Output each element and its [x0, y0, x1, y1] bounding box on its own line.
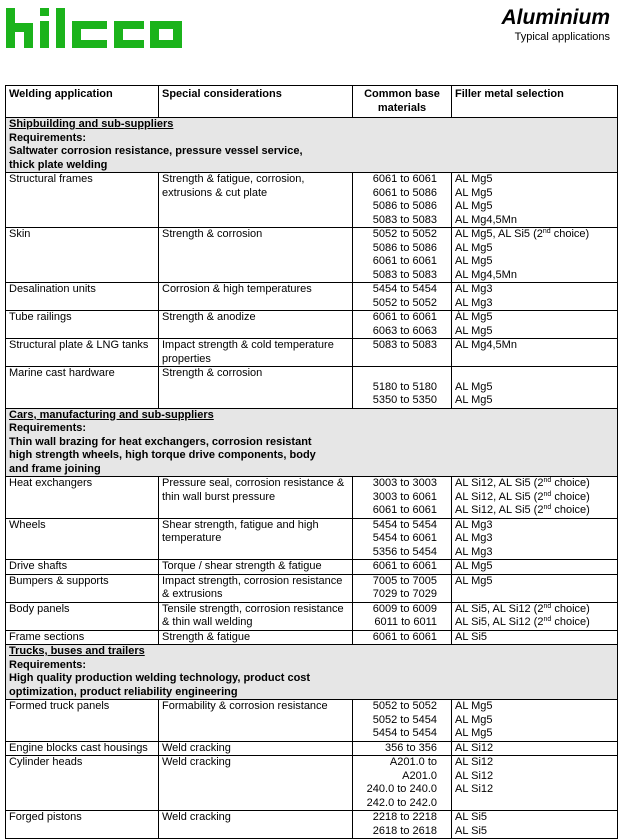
- cell-base-materials: [353, 339, 452, 367]
- col-header-considerations: Special considerations: [159, 86, 353, 118]
- cell-application: Heat exchangers: [6, 477, 159, 519]
- filler-metal-line: AL Mg3: [455, 296, 493, 309]
- table-row: [6, 811, 618, 839]
- cell-considerations: Torque / shear strength & fatigue: [159, 560, 353, 575]
- base-material-line: 5086 to 5086: [372, 241, 437, 254]
- cell-base-materials: [353, 756, 452, 811]
- cell-application: Body panels: [6, 602, 159, 630]
- page-title: Aluminium: [501, 6, 610, 29]
- base-material-line: 5083 to 5083: [372, 268, 437, 281]
- base-material-line: 6009 to 6009: [372, 602, 437, 615]
- base-material-line: 6061 to 6061: [372, 560, 437, 572]
- filler-metal-line: AL Mg5: [455, 186, 493, 199]
- cell-considerations: Shear strength, fatigue and high temperature: [159, 518, 353, 560]
- filler-metal-line: AL Mg4,5Mn: [455, 213, 517, 226]
- col-header-base-materials: Common base materials: [353, 86, 452, 118]
- base-material-line: 6011 to 6011: [374, 616, 437, 628]
- base-material-line: 6061 to 6061: [372, 173, 437, 185]
- base-material-line: 5052 to 5052: [372, 296, 437, 309]
- filler-metal-line: AL Si5: [455, 630, 488, 643]
- base-material-line: 242.0 to 242.0: [366, 796, 437, 809]
- base-material-line: 7005 to 7005: [372, 574, 437, 587]
- table-row: [6, 574, 618, 602]
- cell-base-materials: [353, 574, 452, 602]
- base-material-line: 5356 to 5454: [372, 545, 437, 558]
- section-cell: [6, 408, 618, 477]
- cell-base-materials: [353, 741, 452, 756]
- table-row: [6, 756, 618, 811]
- filler-metal-line: AL Si12: [455, 756, 494, 768]
- filler-metal-line: AL Mg5: [455, 560, 493, 572]
- base-material-line: 5086 to 5086: [372, 200, 437, 212]
- filler-metal-line: AL Si5, AL Si12 (2nd choice): [455, 616, 590, 628]
- cell-application: Structural plate & LNG tanks: [6, 339, 159, 367]
- table-row: [6, 311, 618, 339]
- cell-application: Forged pistons: [6, 811, 159, 839]
- cell-base-materials: [353, 228, 452, 283]
- base-material-line: 5083 to 5083: [372, 213, 437, 226]
- section-requirements-line: and frame joining: [9, 462, 101, 475]
- filler-metal-line: [455, 367, 614, 381]
- cell-base-materials: [353, 367, 452, 409]
- page-subtitle: Typical applications: [514, 31, 610, 43]
- section-requirements-line: high strength wheels, high torque drive components, body: [9, 449, 316, 461]
- cell-considerations: Weld cracking: [159, 811, 353, 839]
- cell-considerations: Pressure seal, corrosion resistance & thin wall burst pressure: [159, 477, 353, 519]
- cell-considerations: Weld cracking: [159, 756, 353, 811]
- section-requirements-line: Saltwater corrosion resistance, pressure vessel service,: [9, 145, 303, 157]
- cell-filler-metal: [452, 700, 618, 742]
- table-row: [6, 700, 618, 742]
- filler-metal-line: AL Mg3: [455, 545, 493, 558]
- cell-filler-metal: [452, 574, 618, 602]
- hilco-logo: [6, 8, 182, 48]
- filler-metal-line: AL Si12, AL Si5 (2nd choice): [455, 477, 590, 489]
- table-row: [6, 630, 618, 645]
- filler-metal-line: AL Mg5: [455, 241, 493, 254]
- base-material-line: 6061 to 6061: [372, 504, 437, 516]
- section-requirements-line: optimization, product reliability engineering: [9, 685, 238, 698]
- base-material-line: 7029 to 7029: [372, 588, 437, 600]
- table-row: [6, 173, 618, 228]
- base-material-line: 3003 to 6061: [372, 490, 437, 503]
- base-material-line: A201.0 to A201.0: [389, 756, 437, 782]
- cell-filler-metal: [452, 283, 618, 311]
- filler-metal-line: AL Mg5: [455, 324, 493, 337]
- section-requirements-line: Requirements:: [9, 422, 87, 434]
- filler-metal-line: AL Mg5: [455, 394, 493, 406]
- cell-filler-metal: [452, 811, 618, 839]
- table-row: [6, 560, 618, 575]
- filler-metal-line: AL Si5: [455, 811, 488, 823]
- cell-application: Marine cast hardware: [6, 367, 159, 409]
- table-row: [6, 518, 618, 560]
- section-header-row: [6, 645, 618, 700]
- filler-metal-line: AL Mg5: [455, 173, 493, 185]
- base-material-line: [356, 367, 437, 381]
- filler-metal-line: AL Mg5, AL Si5 (2nd choice): [455, 228, 590, 240]
- base-material-line: 6061 to 6061: [372, 630, 437, 643]
- cell-application: Formed truck panels: [6, 700, 159, 742]
- cell-application: Frame sections: [6, 630, 159, 645]
- base-material-line: 5454 to 5454: [372, 518, 437, 531]
- section-title: Cars, manufacturing and sub-suppliers: [9, 408, 214, 421]
- cell-filler-metal: [452, 630, 618, 645]
- cell-base-materials: [353, 311, 452, 339]
- filler-metal-line: AL Si5, AL Si12 (2nd choice): [455, 602, 590, 615]
- base-material-line: 6061 to 6061: [372, 255, 437, 267]
- filler-metal-line: AL Mg5: [455, 200, 493, 212]
- cell-filler-metal: [452, 311, 618, 339]
- cell-application: Bumpers & supports: [6, 574, 159, 602]
- cell-considerations: Impact strength & cold temperature properties: [159, 339, 353, 367]
- cell-application: Skin: [6, 228, 159, 283]
- cell-considerations: Strength & corrosion: [159, 367, 353, 409]
- filler-metal-line: AL Si12: [455, 741, 494, 754]
- base-material-line: 240.0 to 240.0: [366, 783, 437, 795]
- cell-application: Wheels: [6, 518, 159, 560]
- filler-metal-line: AL Mg5: [455, 255, 493, 267]
- col-header-filler-metal: Filler metal selection: [452, 86, 618, 118]
- filler-metal-line: AL Mg3: [455, 518, 493, 531]
- base-material-line: 5454 to 5454: [372, 727, 437, 739]
- cell-considerations: Strength & corrosion: [159, 228, 353, 283]
- base-material-line: 5052 to 5052: [372, 228, 437, 240]
- cell-base-materials: [353, 283, 452, 311]
- section-requirements-line: High quality production welding technology, product cost: [9, 672, 311, 684]
- section-requirements-line: thick plate welding: [9, 158, 108, 171]
- section-requirements-line: Requirements:: [9, 131, 87, 144]
- cell-filler-metal: [452, 560, 618, 575]
- cell-application: Engine blocks cast housings: [6, 741, 159, 756]
- filler-metal-line: AL Mg4,5Mn: [455, 268, 517, 281]
- table-row: [6, 283, 618, 311]
- filler-metal-line: AL Mg3: [455, 283, 493, 295]
- filler-metal-line: AL Mg5: [455, 380, 493, 393]
- cell-considerations: Strength & anodize: [159, 311, 353, 339]
- base-material-line: 5454 to 5454: [372, 283, 437, 295]
- cell-base-materials: [353, 700, 452, 742]
- filler-metal-line: AL Mg5: [455, 727, 493, 739]
- filler-metal-line: AL Mg5: [455, 713, 493, 726]
- cell-considerations: Corrosion & high temperatures: [159, 283, 353, 311]
- filler-metal-line: ÁL Mg5: [455, 311, 493, 323]
- base-material-line: 3003 to 3003: [372, 477, 437, 489]
- filler-metal-line: AL Mg3: [455, 532, 493, 544]
- table-row: [6, 228, 618, 283]
- table-row: [6, 367, 618, 409]
- cell-considerations: Weld cracking: [159, 741, 353, 756]
- base-material-line: 5083 to 5083: [372, 339, 437, 351]
- cell-base-materials: [353, 518, 452, 560]
- cell-considerations: Tensile strength, corrosion resistance & thin wall welding: [159, 602, 353, 630]
- base-material-line: 6061 to 6061: [372, 311, 437, 323]
- section-title: Trucks, buses and trailers: [9, 645, 145, 657]
- table-row: [6, 477, 618, 519]
- cell-filler-metal: [452, 477, 618, 519]
- cell-filler-metal: [452, 228, 618, 283]
- cell-considerations: Formability & corrosion resistance: [159, 700, 353, 742]
- filler-metal-line: AL Mg4,5Mn: [455, 339, 517, 351]
- base-material-line: 5454 to 6061: [372, 532, 437, 544]
- filler-metal-line: AL Si12, AL Si5 (2nd choice): [455, 490, 590, 503]
- cell-base-materials: [353, 602, 452, 630]
- base-material-line: 2618 to 2618: [372, 824, 437, 837]
- filler-metal-line: [455, 588, 614, 602]
- cell-application: Drive shafts: [6, 560, 159, 575]
- table-row: [6, 741, 618, 756]
- cell-filler-metal: [452, 339, 618, 367]
- base-material-line: 356 to 356: [385, 741, 437, 754]
- section-header-row: [6, 118, 618, 173]
- cell-filler-metal: [452, 756, 618, 811]
- cell-considerations: Strength & fatigue: [159, 630, 353, 645]
- cell-base-materials: [353, 560, 452, 575]
- filler-metal-line: AL Si5: [455, 824, 488, 837]
- base-material-line: 6063 to 6063: [372, 324, 437, 337]
- filler-metal-line: AL Si12: [455, 769, 494, 782]
- cell-application: Tube railings: [6, 311, 159, 339]
- cell-base-materials: [353, 173, 452, 228]
- applications-table: [5, 85, 618, 839]
- cell-filler-metal: [452, 173, 618, 228]
- cell-considerations: Strength & fatigue, corrosion, extrusions & cut plate: [159, 173, 353, 228]
- cell-base-materials: [353, 477, 452, 519]
- section-header-row: [6, 408, 618, 477]
- table-body: [6, 118, 618, 839]
- cell-application: Desalination units: [6, 283, 159, 311]
- cell-base-materials: [353, 811, 452, 839]
- cell-filler-metal: [452, 518, 618, 560]
- cell-application: Cylinder heads: [6, 756, 159, 811]
- base-material-line: 6061 to 5086: [372, 186, 437, 199]
- table-row: [6, 602, 618, 630]
- section-requirements-line: Thin wall brazing for heat exchangers, corrosion resistant: [9, 435, 312, 448]
- section-cell: [6, 118, 618, 173]
- col-header-application: Welding application: [6, 86, 159, 118]
- section-title: Shipbuilding and sub-suppliers: [9, 118, 174, 130]
- base-material-line: 5180 to 5180: [372, 380, 437, 393]
- base-material-line: 5350 to 5350: [372, 394, 437, 406]
- filler-metal-line: AL Mg5: [455, 700, 493, 712]
- cell-filler-metal: [452, 741, 618, 756]
- base-material-line: 5052 to 5454: [372, 713, 437, 726]
- cell-considerations: Impact strength, corrosion resistance & extrusions: [159, 574, 353, 602]
- base-material-line: 5052 to 5052: [372, 700, 437, 712]
- cell-base-materials: [353, 630, 452, 645]
- base-material-line: 2218 to 2218: [372, 811, 437, 823]
- table-header-row: [6, 86, 618, 118]
- filler-metal-line: AL Mg5: [455, 574, 493, 587]
- filler-metal-line: AL Si12, AL Si5 (2nd choice): [455, 504, 590, 516]
- cell-application: Structural frames: [6, 173, 159, 228]
- section-cell: [6, 645, 618, 700]
- cell-filler-metal: [452, 602, 618, 630]
- section-requirements-line: Requirements:: [9, 658, 87, 671]
- table-row: [6, 339, 618, 367]
- filler-metal-line: AL Si12: [455, 783, 494, 795]
- cell-filler-metal: [452, 367, 618, 409]
